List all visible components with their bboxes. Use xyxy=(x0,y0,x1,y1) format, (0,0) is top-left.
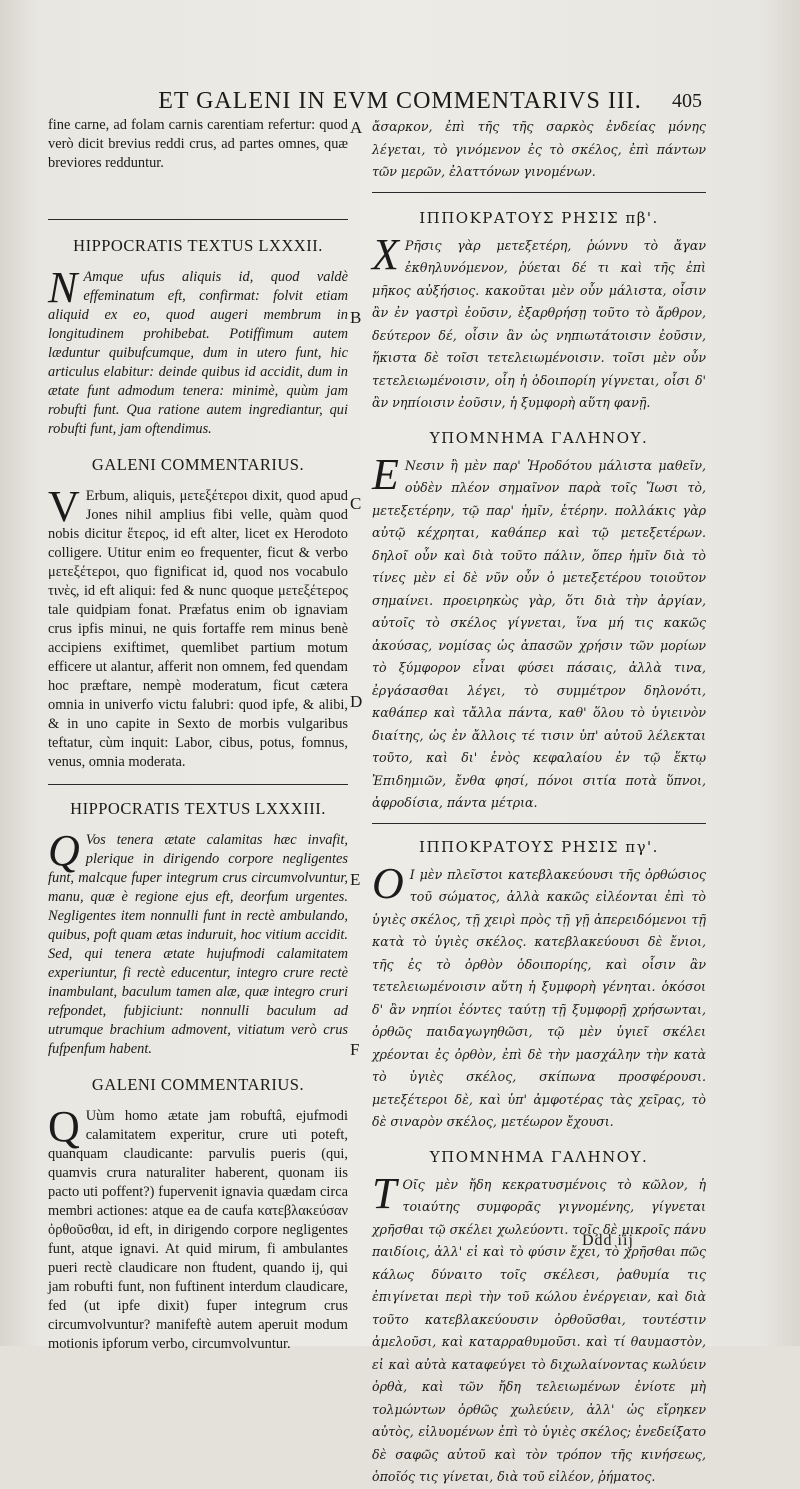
dropcap-letter: Q xyxy=(48,1102,80,1151)
dropcap-letter: Q xyxy=(48,826,80,875)
greek-rhesis-82-body: Χ Ρῆσις γὰρ μετεξετέρη, ῥώννυ τὸ ἄγαν ἐκθηλυνόμενον, ῥύεται δέ τι καὶ τῆς ἐπὶ μῆκος αὐξήσιος. κακοῦται μὲν οὖν μάλιστα, οἷσιν ἂν ἐν γαστρὶ ἐοῦσιν, ἐξαρθρήσῃ τοῦτο τὸ ἄρθρον, δεύτερον δέ, οἷσιν ἂν ὡς νηπιωτάτοισιν ἐοῦσιν, ἥκιστα δὲ τοῖσι τετελειωμένοισιν. τοῖσι μὲν οὖν τετελειωμένοισιν, οἷη ἡ ὁδοιπορίη γίγνεται, οἷσι δ' ἂν νηπίοισιν ἐοῦσιν, ἡ ξυμφορὴ αὕτη φανῇ. xyxy=(372,229,706,410)
margin-letter-e: E xyxy=(350,870,361,889)
greek-intro-text: ἄσαρκον, ἐπὶ τῆς τῆς σαρκὸς ἐνδείας μόνης λέγεται, τὸ γινόμενον ἐς τὸ σκέλος, ἐπὶ πάντων τῶν μερῶν, ἐλαττόνων γινομένων. xyxy=(372,119,706,179)
greek-heading-rhesis-82: ΙΠΠΟΚΡΑΤΟΥΣ ΡΗΣΙΣ πβ'. xyxy=(419,208,659,227)
dropcap-letter: Ο xyxy=(372,858,404,908)
dropcap-letter: N xyxy=(48,263,78,312)
latin-textus-82-body: N Amque ufus aliquis id, quod valdè effeminatum eft, confirmat: folvit etiam aliquid ex eo, quod augeri membrum in longitudinem prohibebat. Potiffimum autem læduntur quibufcumque, dum in utero funt, hic articulus elabitur: deinde quibus id accidit, dum in ætate funt admodum tenera: minimè, quùm jam robufti funt. Qua ratione autem ingrediantur, qui robufti funt, jam oftendimus. xyxy=(48,263,348,437)
greek-heading-hypomnema-1: ΥΠΟΜΝΗΜΑ ΓΑΛΗΝΟΥ. xyxy=(429,428,649,447)
margin-letter-a: A xyxy=(350,118,363,137)
margin-letter-d: D xyxy=(350,692,363,711)
greek-rhesis-83-body: Ο Ι μὲν πλεῖστοι κατεβλακεύουσι τῆς ὀρθώσιος τοῦ σώματος, ἀλλὰ κακῶς εἰλέονται ἐπὶ τὸ ὑγιὲς σκέλος, τῇ χειρὶ πρὸς τῇ γῇ ἀπερειδόμενοι τῇ κατὰ τὸ ὑγιὲς σκέλος. κατεβλακεύουσι δὲ ἔνιοι, τῆς ἐς τὸ ὀρθὸν ὁδοιπορίης, καὶ οἷσιν ἂν τετελειωμένοισιν αὕτη ἡ ξυμφορὴ γένηται. ὁκόσοι δ' ἂν νηπίοι ἐόντες ταύτῃ τῇ ξυμφορῇ χρήσωνται, ὀρθῶς παιδαγωγηθῶσι, τῷ μὲν ὑγιεῖ σκέλει χρέονται ἐς ὀρθὸν, ἐπὶ δὲ τὴν μασχάλην τὴν κατὰ τὸ ὑγιὲς σκέλος, σκίπωνα προσφέρουσι. μετεξέτεροι δὲ, καὶ ὑπ' ἀμφοτέρας τὰς χεῖρας, τὸ δὲ σιναρὸν σκέλος, μετέωρον ἔχουσι. xyxy=(372,858,706,1129)
running-title: ET GALENI IN EVM COMMENTARIVS III. xyxy=(158,88,642,114)
dropcap-letter: Τ xyxy=(372,1168,397,1218)
margin-letter-c: C xyxy=(350,494,362,513)
latin-commentarius-2-body: Q Uùm homo ætate jam robuftâ, ejufmodi calamitatem experitur, crure uti poteft, quanquam claudicante: parvulis pueris (qui, quamvis crura naturaliter haberent, quonam iis pacto uti poffent?) fupervenit ignavia quædam circa membri actiones: atque ea de caufa κατεβλακεύσαν ὀρθοῦσθαι, id eft, in dirigendo corpore negligentes funt, atque ignavi. At quid mirum, fi ambulantes pueri rectè claudicare non ftudent, quando ij, qui jam robufti funt, non fuftinent interdum claudicare, fed (ut ipfe dixit) fuper integrum crus circumvolvuntur? manifeftè autem aperuit modum motionis ipforum verbo, circumvolvuntur. xyxy=(48,1102,348,1352)
margin-letter-f: F xyxy=(350,1040,360,1059)
greek-heading-rhesis-83: ΙΠΠΟΚΡΑΤΟΥΣ ΡΗΣΙΣ πγ'. xyxy=(419,837,659,856)
dropcap-letter: Ε xyxy=(372,449,399,499)
latin-heading-textus-82: HIPPOCRATIS TEXTUS LXXXII. xyxy=(73,236,323,255)
greek-hypomnema-2-body: Τ Οῖς μὲν ἤδη κεκρατυσμένοις τὸ κῶλον, ἡ τοιαύτης συμφορᾶς γιγνομένης, γίγνεται χρῆσθαι τῷ σκέλει χωλεύοντι. τοῖς δὲ μικροῖς πάνυ παιδίοις, ἀλλ' εἰ καὶ τὸ φύσιν ἔχει, τὸ χρῆσθαι πῶς κάλως δύναιτο τοῖς σκέλεσι, ῥαθυμία τις ἐπιγίνεται περὶ τὴν τοῦ κώλου ἐνέργειαν, καὶ διὰ τοῦτο κατεβλακεύουσιν ὀρθοῦσθαι, τουτέστιν ἀμελοῦσι, καὶ καταρραθυμοῦσι. καὶ τί θαυμαστὸν, εἰ καὶ αὐτὰ καταφεύγει τὸ διχωλαίνοντας κωλύειν ὀρθὰ, καὶ τῶν ἤδη τελειωμένων ἐνίοτε μὴ τολμώντων ὀρθῶς χωλεύειν, ἀλλ' ὡς εἴρηκεν αὐτὸς, εἰλυομένων ἐπὶ τὸ ὑγιὲς σκέλος; ἐνεδείξατο δὲ σαφῶς αὐτοῦ καὶ τὸν τρόπον τῆς κινήσεως, ὁποῖός τις γίνεται, διὰ τοῦ εἰλέον, ῥήματος. xyxy=(372,1168,706,1484)
dropcap-letter: Χ xyxy=(372,229,399,279)
latin-textus-83-body: Q Vos tenera ætate calamitas hæc invafit, plerique in dirigendo corpore negligentes funt, malcque fuper integrum crus circumvolvuntur, manu, quæ è regione ejus eft, deorfum urgentes. Negligentes item nonnulli funt in rectè ambulando, quibus, poft quam ætas induruit, hoc vitium accidit. Sed, qui tenera ætate hujufmodi calamitatem experiuntur, fi rectè educentur, integro crure rectè inambulant, baculum tamen alæ, quæ integro cruri refpondet, fubjiciunt: nonnulli baculum ad utrumque brachium admovent, vitiatum verò crus fufpenfum habent. xyxy=(48,826,348,1057)
latin-column xyxy=(48,116,348,1354)
greek-column xyxy=(372,116,706,1489)
latin-commentarius-1-body: V Erbum, aliquis, μετεξέτεροι dixit, quod apud Jones nihil amplius fibi velle, quàm quod nobis dicitur ἕτερος, id eft alter, licet ex Herodoto colligere. Utitur enim eo frequenter, ficut & verbo μετεξέτεροι, quo fignificat id, quod nos vocabulo τινὲς, id eft aliqui: fed & nunc quoque μετεξέτερος tale quidpiam fonat. Præfatus enim ob ignaviam crus ipfis minui, ne quis fortaffe rem minus benè accipiens exiftimet, quemlibet partium motum efficere ut alantur, afferit non omnem, fed quendam hoc præftare, nempè moderatum, ficut cætera omnia in univerfo victu falubri: quod ipfe, & alibi, & in uno capite in Sexto de morbis vulgaribus teftatur, cùm inquit: Labor, cibus, potus, fomnus, venus, omnia moderata. xyxy=(48,482,348,770)
greek-heading-hypomnema-2: ΥΠΟΜΝΗΜΑ ΓΑΛΗΝΟΥ. xyxy=(429,1147,649,1166)
latin-heading-textus-83: HIPPOCRATIS TEXTUS LXXXIII. xyxy=(70,799,326,818)
latin-intro-text: fine carne, ad folam carnis carentiam refertur: quod verò dicit brevius reddi crus, ad partes omnes, quæ breviores redduntur. xyxy=(48,117,348,171)
dropcap-letter: V xyxy=(48,482,80,531)
page-number: 405 xyxy=(672,90,702,112)
latin-heading-commentarius-1: GALENI COMMENTARIUS. xyxy=(91,455,305,474)
greek-hypomnema-1-body: Ε Νεσιν ἢ μὲν παρ' Ἡροδότου μάλιστα μαθεῖν, οὐδὲν πλέον σημαῖνον παρὰ τοῖς Ἴωσι τὸ, μετεξετέρην, τῷ παρ' ἡμῖν, ἑτέρην. πολλάκις γὰρ αὐτῷ κέχρηται, καθάπερ καὶ τῷ μετεξετέρων. δηλοῖ οὖν καὶ διὰ τοῦτο πάλιν, ὅπερ ἡμῖν διὰ τὸ τίνες μὲν εἰ δὲ νῦν οὖν ὁ μετεξετέρου τοιοῦτον σημαίνει. προειρηκὼς γὰρ, ὅτι διὰ τὴν ἀργίαν, αὐτοῖς τὸ σκέλος γίγνεται, ἵνα μή τις κακῶς ἀκούσας, νομίσας ὡς ἁπασῶν χρήσιν τῶν μορίων τὸ ξύμφορον εἶναι φύσει πάσαις, ἀλλὰ τινα, ἐργάσασθαι λέγει, τὸ συμμέτρον δηλονότι, καθάπερ καὶ τἄλλα πάντα, καθ' ὅλου τὸ ὑγιεινὸν διαίτης, ὡς ἐν ἄλλοις τέ τισιν ὑπ' αὐτοῦ λέλεκται τοῦτο, καὶ δι' ἑνὸς κεφαλαίου ἐν τῷ ἕκτῳ Ἐπιδημιῶν, ἔνθα φησί, πόνοι σιτία ποτὰ ὕπνοι, ἀφροδίσια, πάντα μέτρια. xyxy=(372,449,706,810)
margin-letters xyxy=(346,116,368,1316)
margin-letter-b: B xyxy=(350,308,362,327)
signature-mark: Ddd iij xyxy=(582,1232,634,1249)
latin-heading-commentarius-2: GALENI COMMENTARIUS. xyxy=(91,1075,305,1094)
